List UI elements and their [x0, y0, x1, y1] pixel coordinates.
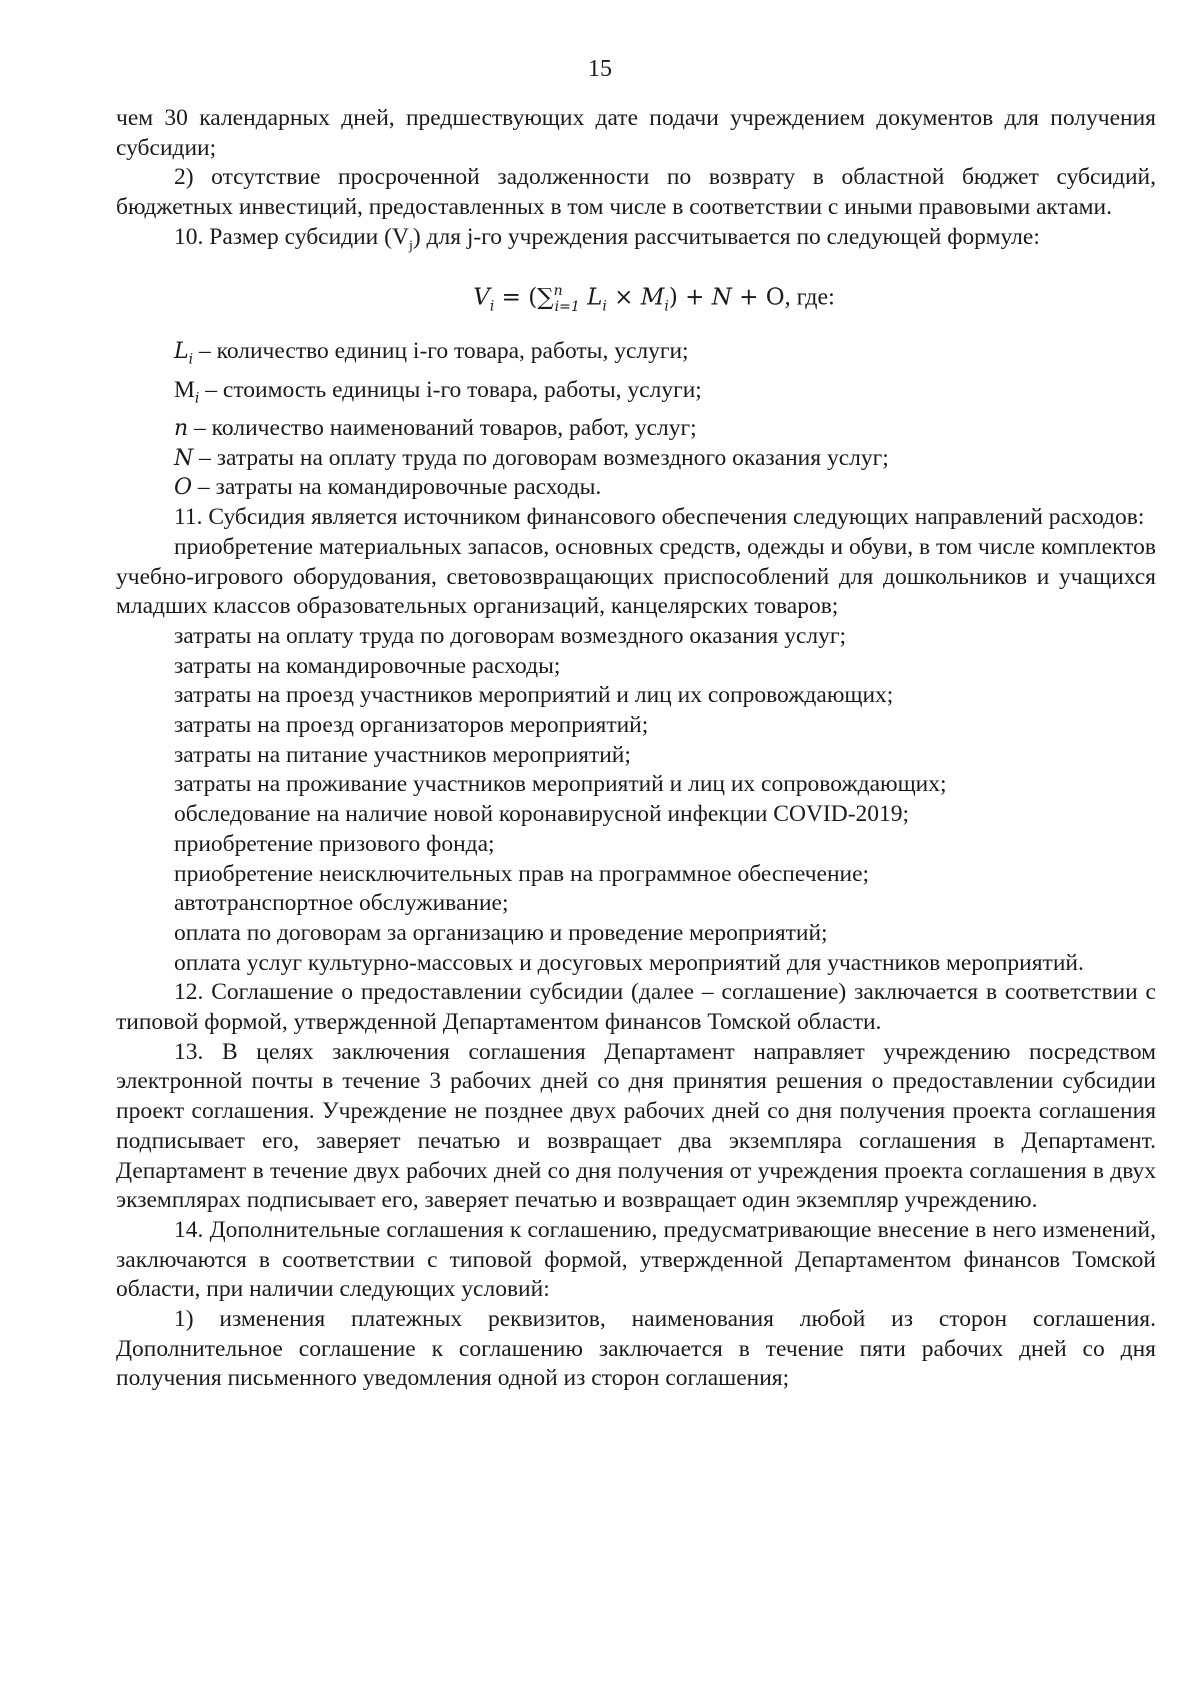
- paragraph: 11. Субсидия является источником финансового обеспечения следующих направлений расходов:: [174, 504, 1145, 531]
- definition-symbol: L: [174, 339, 189, 365]
- paragraph: обследование на наличие новой коронавирусной инфекции COVID-2019;: [174, 801, 910, 828]
- paragraph: 12. Соглашение о предоставлении субсидии (далее – соглашение) заключается в соответствии с типовой формой, утвержденной Департаментом финансов Томской области.: [116, 979, 1156, 1036]
- paragraph: 2) отсутствие просроченной задолженности по возврату в областной бюджет субсидий, бюджетных инвестиций, предоставленных в том числе в соответствии с иными правовыми актами.: [116, 164, 1156, 221]
- paragraph: затраты на проезд участников мероприятий и лиц их сопровождающих;: [174, 682, 894, 709]
- definition-subscript: i: [194, 390, 200, 407]
- subsidy-formula: $V_i = (\sum^n_{i=1}$ $L_i \times M_i) + N + O$, где:: [473, 283, 835, 315]
- item-10-paragraph: 10. Размер субсидии $(V_j)$ для j-го учреждения рассчитывается по следующей формуле:: [174, 223, 1040, 254]
- definition-text: – количество наименований товаров, работ, услуг;: [188, 414, 697, 441]
- definition-line: [116, 414, 1156, 444]
- paragraph: оплата по договорам за организацию и проведение мероприятий;: [174, 919, 828, 946]
- definition-text: – затраты на командировочные расходы.: [192, 474, 602, 501]
- paragraph: приобретение призового фонда;: [174, 830, 495, 857]
- formula-definitions: [116, 325, 1156, 503]
- page-number: 15: [588, 56, 612, 82]
- definition-text: – количество единиц i-го товара, работы, услуги;: [193, 338, 689, 365]
- paragraph: 1) изменения платежных реквизитов, наименования любой из сторон соглашения. Дополнительное соглашение к соглашению заключается в течение пяти рабочих дней со дня получения письменного уведомления одной из сторон соглашения;: [116, 1306, 1156, 1392]
- paragraph: 14. Дополнительные соглашения к соглашению, предусматривающие внесение в него изменений, заключаются в соответствии с типовой формой, утвержденной Департаментом финансов Томской области, при наличии следующих условий:: [116, 1216, 1156, 1303]
- definition-text: – стоимость единицы i-го товара, работы, услуги;: [199, 376, 702, 403]
- paragraph: чем 30 календарных дней, предшествующих дате подачи учреждением документов для получения субсидии;: [116, 105, 1156, 161]
- paragraph: затраты на проживание участников мероприятий и лиц их сопровождающих;: [174, 771, 947, 798]
- paragraph: приобретение материальных запасов, основных средств, одежды и обуви, в том числе комплектов учебно-игрового оборудования, световозвращающих приспособлений для дошкольников и учащихся младших классов образовательных организаций, канцелярских товаров;: [116, 533, 1156, 620]
- paragraph: приобретение неисключительных прав на программное обеспечение;: [174, 860, 870, 887]
- paragraph: 13. В целях заключения соглашения Департамент направляет учреждению посредством электронной почты в течение 3 рабочих дней со дня принятия решения о предоставлении субсидии проект соглашения. Учреждение не позднее двух рабочих дней со дня получения проекта соглашения подписывает его, заверяет печатью и возвращает два экземпляра соглашения в Департамент. Департамент в течение двух рабочих дней со дня получения от учреждения проекта соглашения в двух экземплярах подписывает его, заверяет печатью и возвращает один экземпляр учреждению.: [116, 1038, 1156, 1214]
- definition-symbol: O: [174, 475, 193, 501]
- definition-line: [116, 444, 1156, 474]
- definition-line: [116, 473, 1156, 503]
- definition-text: – затраты на оплату труда по договорам возмездного оказания услуг;: [193, 444, 889, 471]
- definition-symbol: M: [174, 376, 195, 403]
- paragraph: затраты на командировочные расходы;: [174, 652, 561, 679]
- paragraph: оплата услуг культурно-массовых и досуговых мероприятий для участников мероприятий.: [174, 949, 1084, 976]
- definition-line: [116, 376, 1156, 414]
- paragraph: затраты на оплату труда по договорам возмездного оказания услуг;: [174, 622, 847, 649]
- definition-symbol: N: [174, 445, 194, 471]
- paragraphs-before: [116, 104, 1156, 223]
- paragraph: автотранспортное обслуживание;: [174, 890, 509, 917]
- document-body: [116, 104, 1156, 1394]
- definition-symbol: n: [174, 415, 189, 441]
- paragraph: затраты на проезд организаторов мероприятий;: [174, 712, 649, 739]
- paragraph: затраты на питание участников мероприятий;: [174, 741, 631, 768]
- definition-subscript: i: [188, 351, 194, 368]
- paragraphs-after: [116, 503, 1156, 1394]
- definition-line: [116, 337, 1156, 375]
